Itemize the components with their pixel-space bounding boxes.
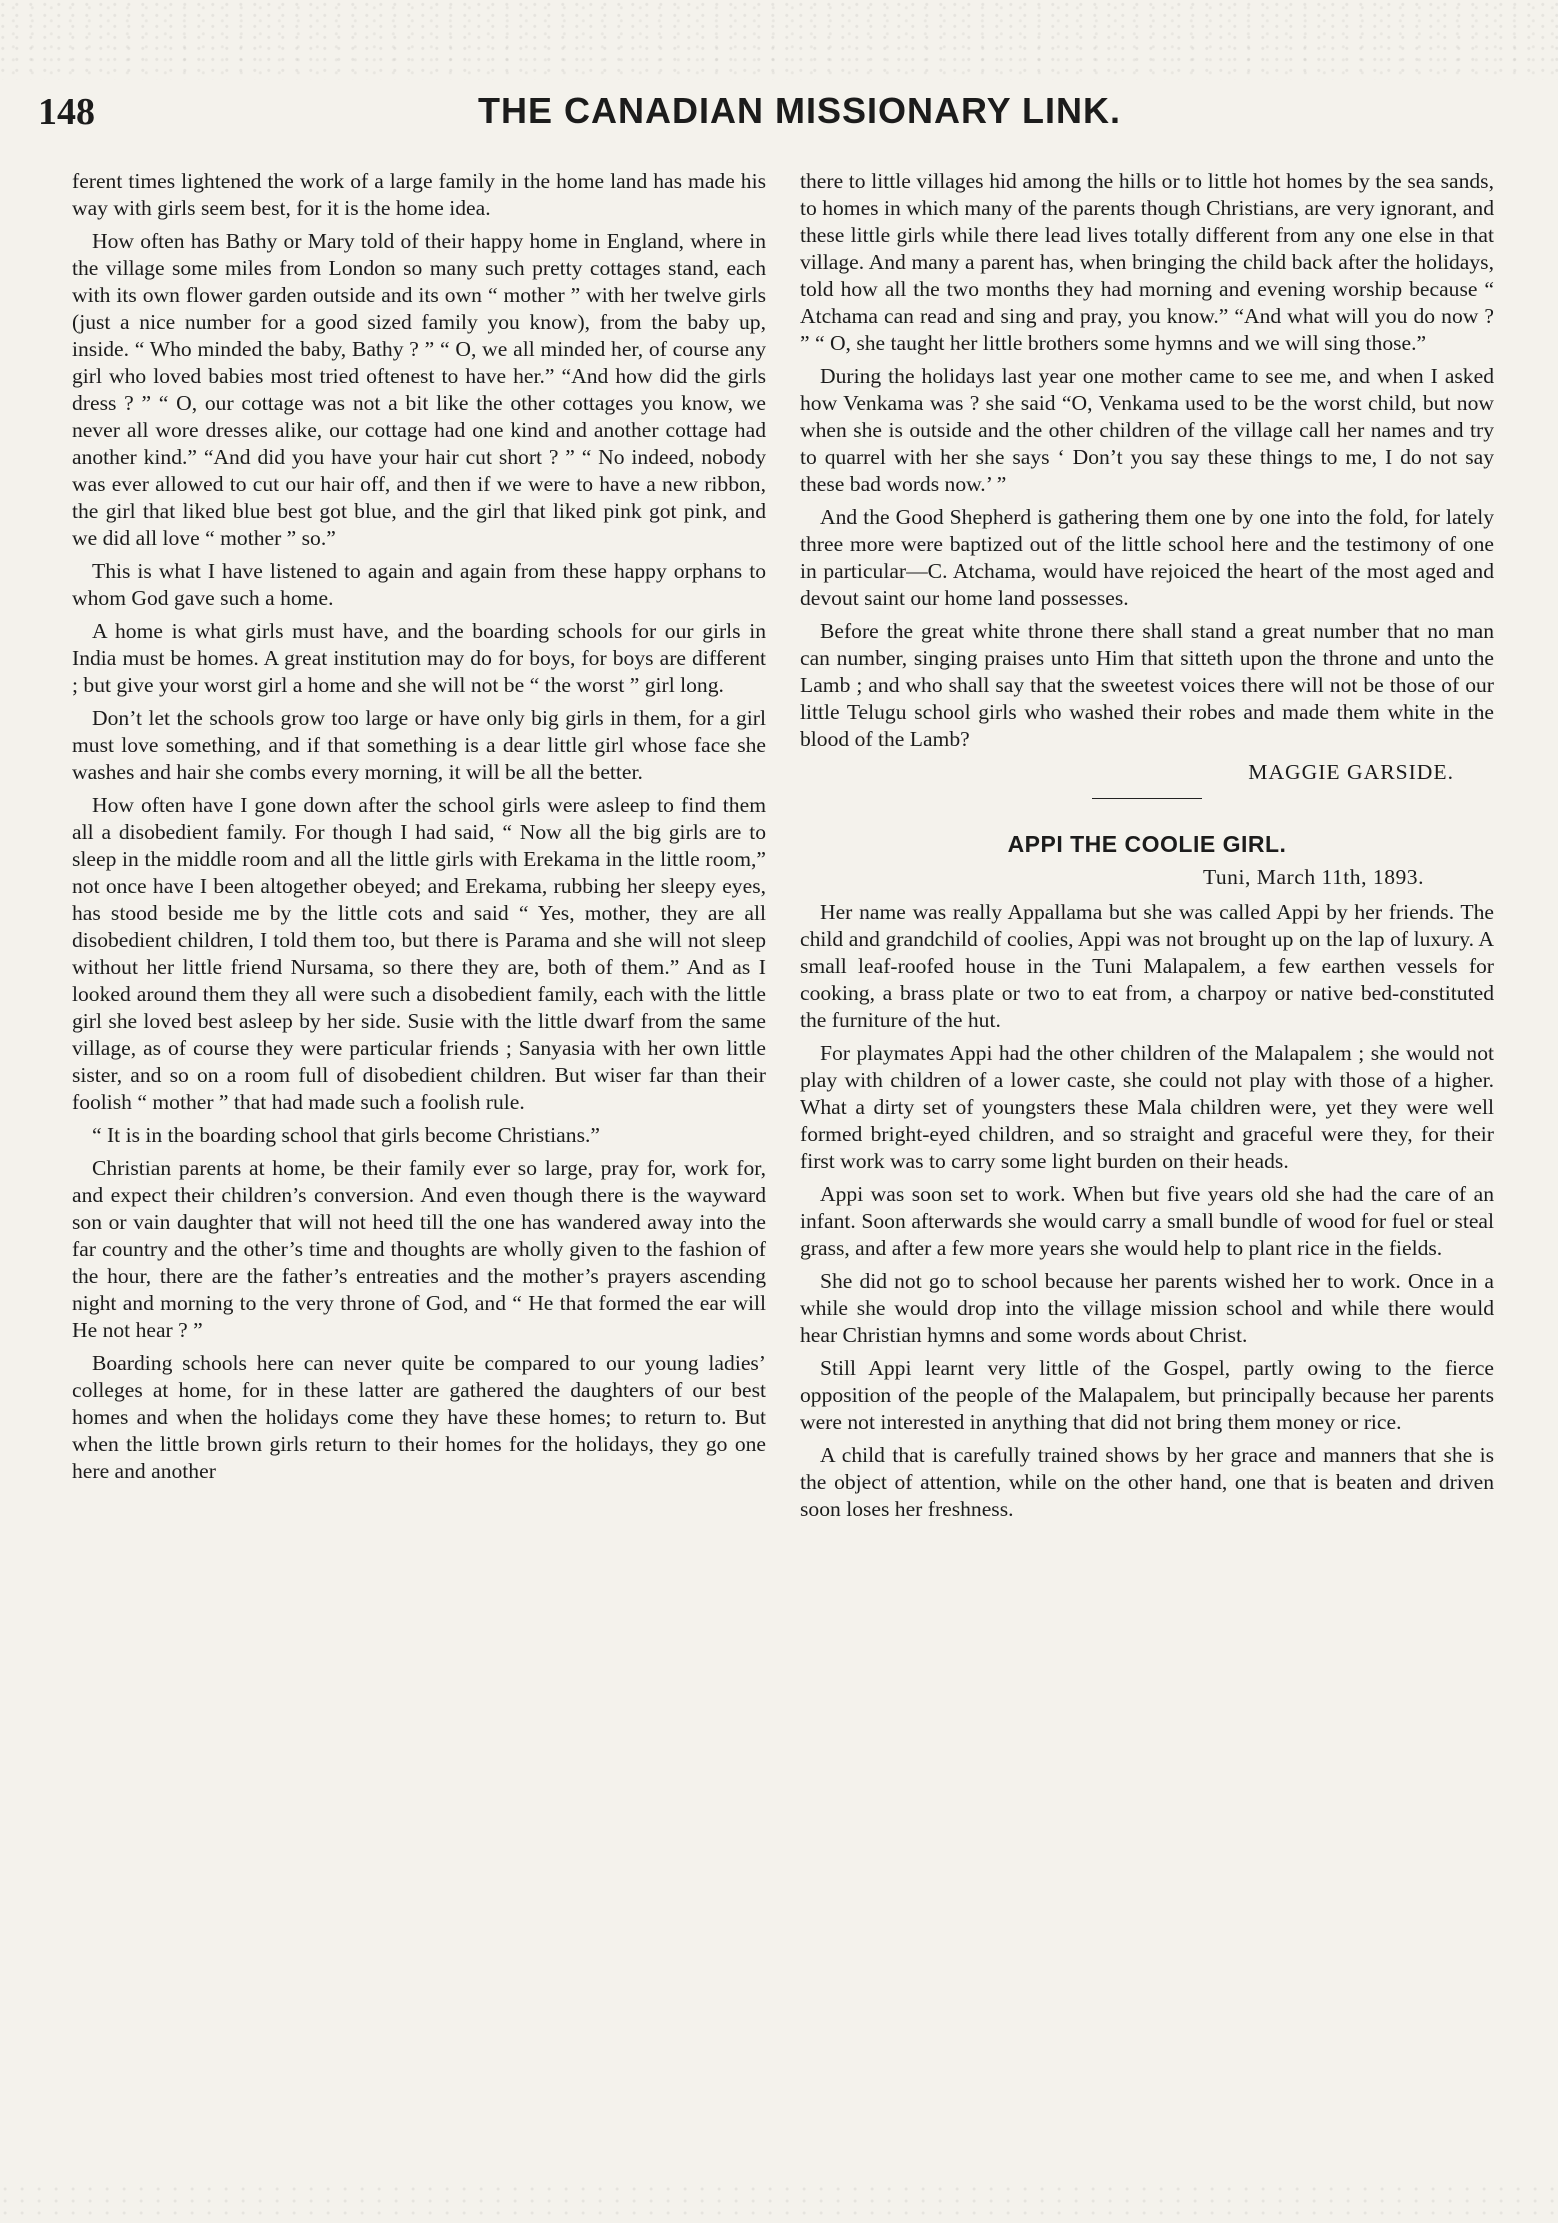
paragraph: Don’t let the schools grow too large or have only big girls in them, for a girl must love something, and if that something is a dear little girl whose face she washes and hair she combs every morning, it will be all the better. [72,706,766,784]
paragraph: Before the great white throne there shall stand a great number that no man can number, singing praises unto Him that sitteth upon the throne and unto the Lamb ; and who shall say that the sweetest voices there will not be those of our little Telugu school girls who washed their robes and made them white in the blood of the Lamb? [800,619,1494,751]
author-signature: MAGGIE GARSIDE. [1248,760,1454,784]
paragraph: For playmates Appi had the other children of the Malapalem ; she would not play with children of a lower caste, she could not play with those of a higher. What a dirty set of youngsters these Mala children were, yet they were well formed bright-eyed children, and so straight and graceful were they, for their first work was to carry some light burden on their heads. [800,1041,1494,1173]
paragraph: ferent times lightened the work of a large family in the home land has made his way with girls seem best, for it is the home idea. [72,169,766,220]
paragraph: Appi was soon set to work. When but five years old she had the care of an infant. Soon afterwards she would carry a small bundle of wood for fuel or steal grass, and after a few more years she would help to plant rice in the fields. [800,1182,1494,1260]
paragraph: Christian parents at home, be their family ever so large, pray for, work for, and expect their children’s conversion. And even though there is the wayward son or vain daughter that will not heed till the one has wandered away into the far country and the other’s time and thoughts are wholly given to the fashion of the hour, there are the father’s entreaties and the mother’s prayers ascending night and morning to the very throne of God, and “ He that formed the ear will He not hear ? ” [72,1156,766,1342]
article-dateline: Tuni, March 11th, 1893. [1202,865,1424,889]
left-column [72,168,766,1491]
paragraph: She did not go to school because her parents wished her to work. Once in a while she would drop into the village mission school and while there would hear Christian hymns and some words about Christ. [800,1269,1494,1347]
paragraph: “ It is in the boarding school that girls become Christians.” [92,1123,600,1147]
scan-noise-top [0,0,1558,80]
running-title: THE CANADIAN MISSIONARY LINK. [478,90,1122,131]
scan-noise-bottom [0,2183,1558,2223]
article-heading: APPI THE COOLIE GIRL. [1007,831,1287,857]
right-column [800,168,1494,1529]
paragraph: And the Good Shepherd is gathering them one by one into the fold, for lately three more were baptized out of the little school here and the testimony of one in particular—C. Atchama, would have rejoiced the heart of the most aged and devout saint our home land possesses. [800,505,1494,610]
paragraph: How often have I gone down after the school girls were asleep to find them all a disobedient family. For though I had said, “ Now all the big girls are to sleep in the middle room and all the little girls with Erekama in the little room,” not once have I been altogether obeyed; and Erekama, rubbing her sleepy eyes, has stood beside me by the little cots and said “ Yes, mother, they are all disobedient children, I told them too, but there is Parama and she will not sleep without her little friend Nursama, so there they are, both of them.” And as I looked around them they all were such a disobedient family, each with the little girl she loved best asleep by her side. Susie with the little dwarf from the same village, as of course they were particular friends ; Sanyasia with her own little sister, and so on a room full of disobedient children. But wiser far than their foolish “ mother ” that had made such a foolish rule. [72,793,766,1114]
page-header [38,90,1518,150]
paragraph: How often has Bathy or Mary told of their happy home in England, where in the village some miles from London so many such pretty cottages stand, each with its own flower garden outside and its own “ mother ” with her twelve girls (just a nice number for a good sized family you know), from the baby up, inside. “ Who minded the baby, Bathy ? ” “ O, we all minded her, of course any girl who loved babies most tried oftenest to have her.” “And how did the girls dress ? ” “ O, our cottage was not a bit like the other cottages you know, we never all wore dresses alike, our cottage had one kind and another cottage had another kind.” “And did you have your hair cut short ? ” “ No indeed, nobody was ever allowed to cut our hair off, and then if we were to have a new ribbon, the girl that liked blue best got blue, and the girl that liked pink got pink, and we did all love “ mother ” so.” [72,229,766,550]
paragraph: This is what I have listened to again and again from these happy orphans to whom God gave such a home. [72,559,766,610]
paragraph: Her name was really Appallama but she was called Appi by her friends. The child and grandchild of coolies, Appi was not brought up on the lap of luxury. A small leaf-roofed house in the Tuni Malapalem, a few earthen vessels for cooking, a brass plate or two to eat from, a charpoy or native bed-constituted the furniture of the hut. [800,900,1494,1032]
paragraph: During the holidays last year one mother came to see me, and when I asked how Venkama was ? she said “O, Venkama used to be the worst child, but now when she is outside and the other children of the village call her names and try to quarrel with her she says ‘ Don’t you say these things to me, I do not say these bad words now.’ ” [800,364,1494,496]
paragraph: there to little villages hid among the hills or to little hot homes by the sea sands, to homes in which many of the parents though Christians, are very ignorant, and these little girls while there lead lives totally different from any one else in that village. And many a parent has, when bringing the child back after the holidays, told how all the two months they had morning and evening worship because “ Atchama can read and sing and pray, you know.” “And what will you do now ? ” “ O, she taught her little brothers some hymns and we will sing those.” [800,169,1494,355]
paragraph: Boarding schools here can never quite be compared to our young ladies’ colleges at home, for in these latter are gathered the daughters of our best homes and when the holidays come they have these homes; to return to. But when the little brown girls return to their homes for the holidays, they go one here and another [72,1351,766,1483]
section-divider [1092,798,1202,799]
page-number: 148 [38,91,95,133]
paragraph: A child that is carefully trained shows by her grace and manners that she is the object of attention, while on the other hand, one that is beaten and driven soon loses her freshness. [800,1443,1494,1521]
paragraph: Still Appi learnt very little of the Gospel, partly owing to the fierce opposition of the people of the Malapalem, but principally because her parents were not interested in anything that did not bring them money or rice. [800,1356,1494,1434]
paragraph: A home is what girls must have, and the boarding schools for our girls in India must be homes. A great institution may do for boys, for boys are different ; but give your worst girl a home and she will not be “ the worst ” girl long. [72,619,766,697]
